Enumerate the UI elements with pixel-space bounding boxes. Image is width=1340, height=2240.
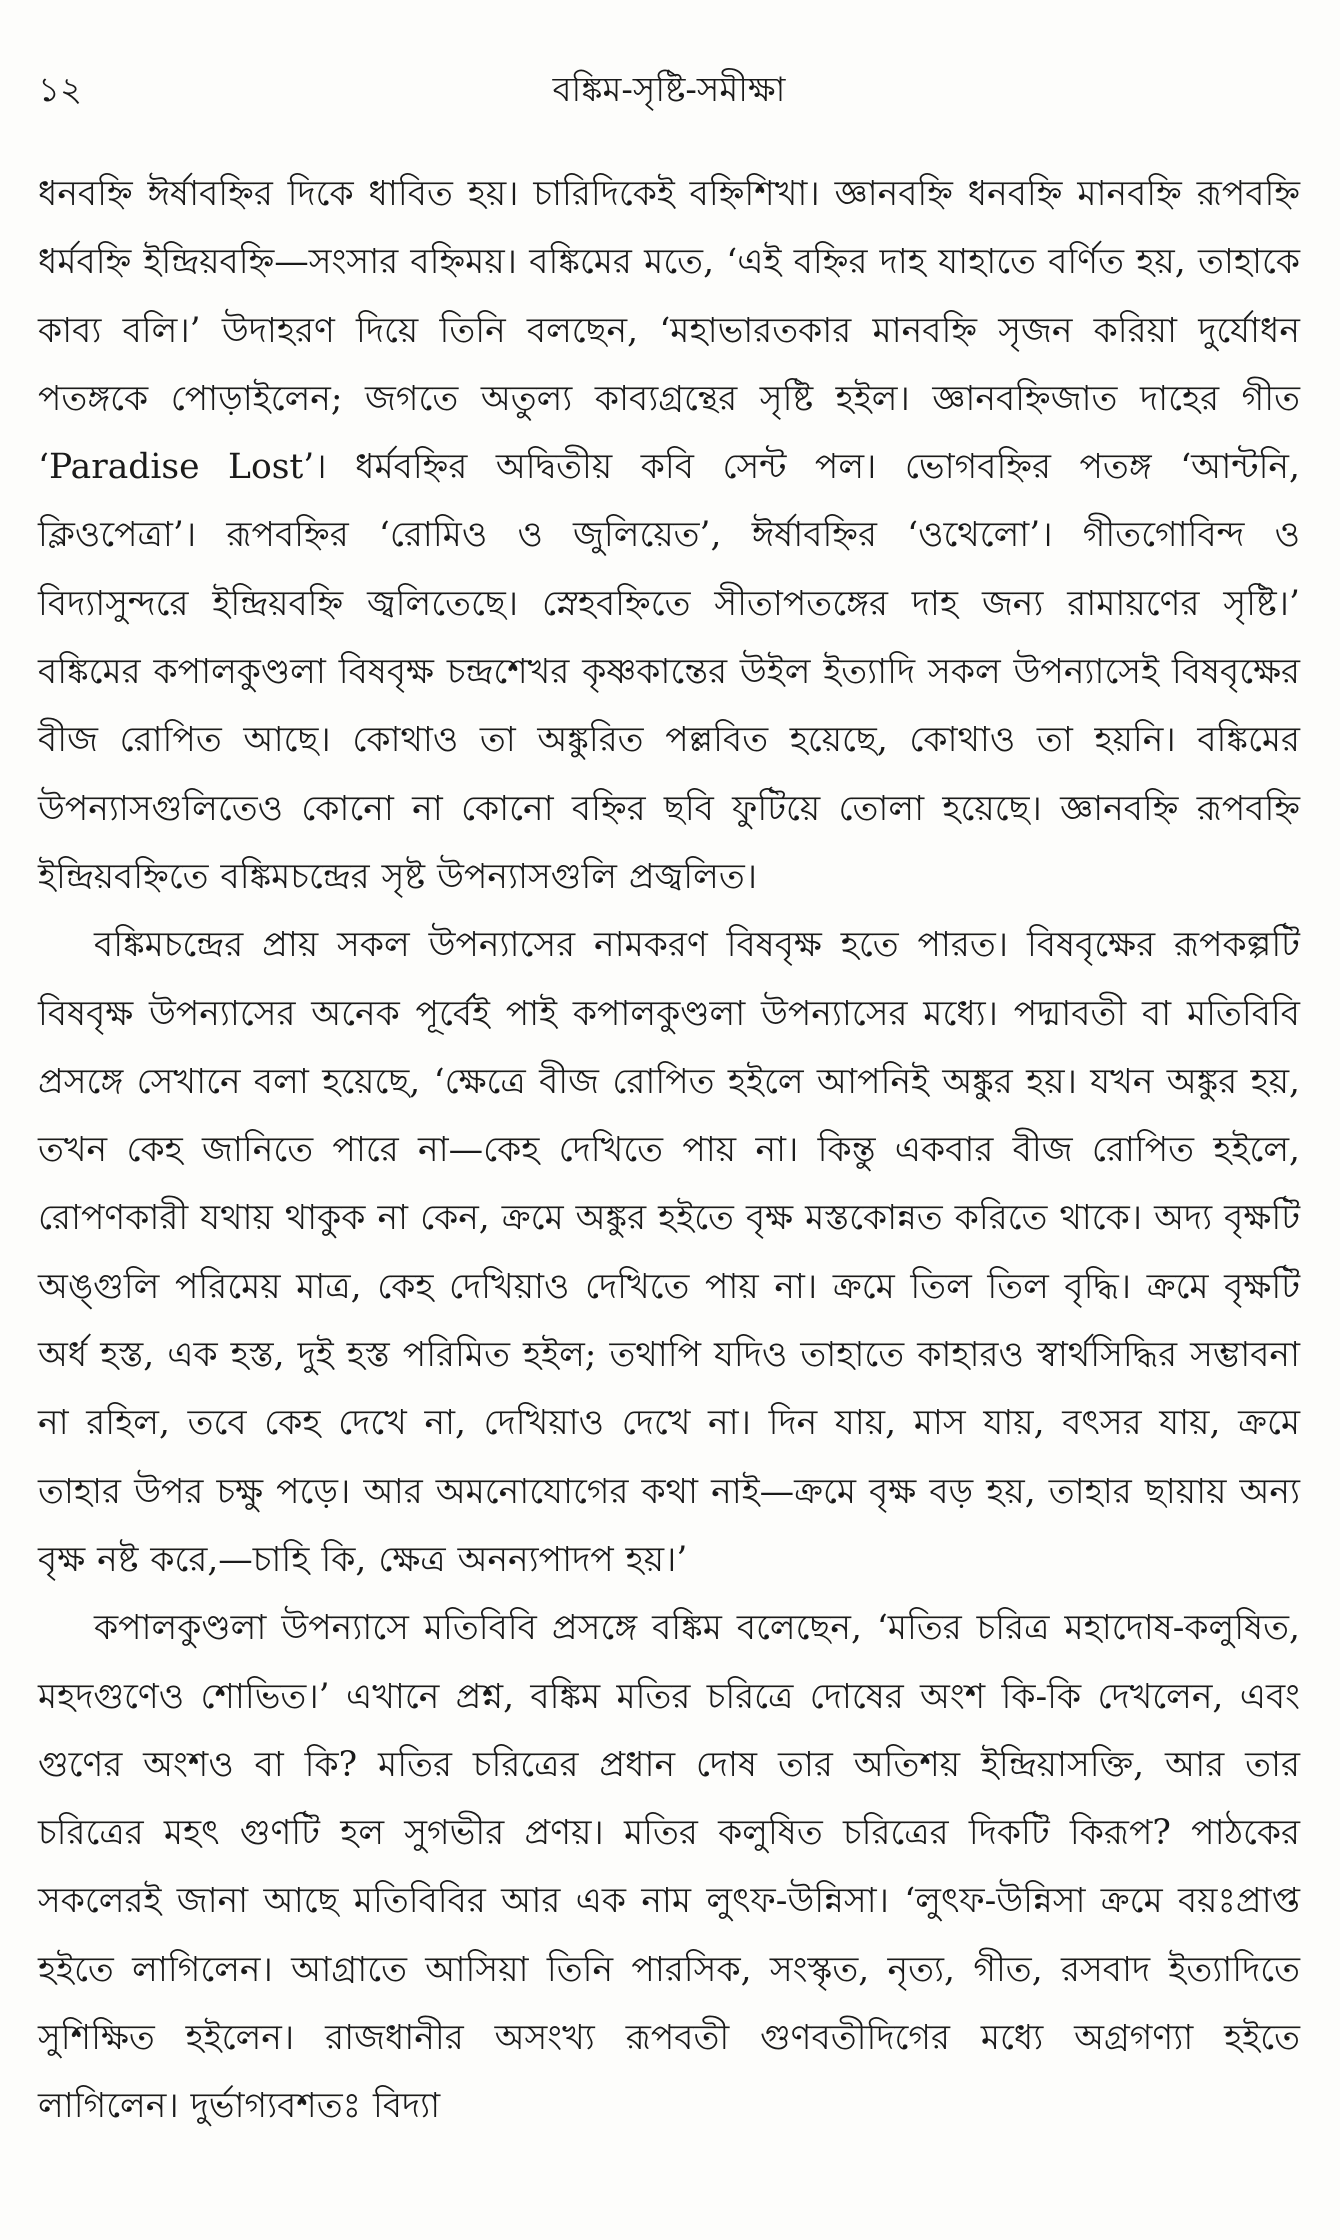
body-text [38,160,1300,2141]
running-title: বঙ্কিম-সৃষ্টি-সমীক্ষা [552,70,786,110]
paragraph: বঙ্কিমচন্দ্রের প্রায় সকল উপন্যাসের নামকরণ বিষবৃক্ষ হতে পারত। বিষবৃক্ষের রূপকল্পটি বিষবৃক্ষ উপন্যাসের অনেক পূর্বেই পাই কপালকুণ্ডলা উপন্যাসের মধ্যে। পদ্মাবতী বা মতিবিবি প্রসঙ্গে সেখানে বলা হয়েছে, ‘ক্ষেত্রে বীজ রোপিত হইলে আপনিই অঙ্কুর হয়। যখন অঙ্কুর হয়, তখন কেহ জানিতে পারে না—কেহ দেখিতে পায় না। কিন্তু একবার বীজ রোপিত হইলে, রোপণকারী যথায় থাকুক না কেন, ক্রমে অঙ্কুর হইতে বৃক্ষ মস্তকোন্নত করিতে থাকে। অদ্য বৃক্ষটি অঙ্গুলি পরিমেয় মাত্র, কেহ দেখিয়াও দেখিতে পায় না। ক্রমে তিল তিল বৃদ্ধি। ক্রমে বৃক্ষটি অর্ধ হস্ত, এক হস্ত, দুই হস্ত পরিমিত হইল; তথাপি যদিও তাহাতে কাহারও স্বার্থসিদ্ধির সম্ভাবনা না রহিল, তবে কেহ দেখে না, দেখিয়াও দেখে না। দিন যায়, মাস যায়, বৎসর যায়, ক্রমে তাহার উপর চক্ষু পড়ে। আর অমনোযোগের কথা নাই—ক্রমে বৃক্ষ বড় হয়, তাহার ছায়ায় অন্য বৃক্ষ নষ্ট করে,—চাহি কি, ক্ষেত্র অনন্যপাদপ হয়।’ [38,925,1300,1580]
paragraph: কপালকুণ্ডলা উপন্যাসে মতিবিবি প্রসঙ্গে বঙ্কিম বলেছেন, ‘মতির চরিত্র মহাদোষ-কলুষিত, মহদগুণেও শোভিত।’ এখানে প্রশ্ন, বঙ্কিম মতির চরিত্রে দোষের অংশ কি-কি দেখলেন, এবং গুণের অংশও বা কি? মতির চরিত্রের প্রধান দোষ তার অতিশয় ইন্দ্রিয়াসক্তি, আর তার চরিত্রের মহৎ গুণটি হল সুগভীর প্রণয়। মতির কলুষিত চরিত্রের দিকটি কিরূপ? পাঠকের সকলেরই জানা আছে মতিবিবির আর এক নাম লুৎফ-উন্নিসা। ‘লুৎফ-উন্নিসা ক্রমে বয়ঃপ্রাপ্ত হইতে লাগিলেন। আগ্রাতে আসিয়া তিনি পারসিক, সংস্কৃত, নৃত্য, গীত, রসবাদ ইত্যাদিতে সুশিক্ষিত হইলেন। রাজধানীর অসংখ্য রূপবতী গুণবতীদিগের মধ্যে অগ্রগণ্যা হইতে লাগিলেন। দুর্ভাগ্যবশতঃ বিদ্যা [38,1608,1300,2127]
paragraph: ধনবহ্নি ঈর্ষাবহ্নির দিকে ধাবিত হয়। চারিদিকেই বহ্নিশিখা। জ্ঞানবহ্নি ধনবহ্নি মানবহ্নি রূপবহ্নি ধর্মবহ্নি ইন্দ্রিয়বহ্নি—সংসার বহ্নিময়। বঙ্কিমের মতে, ‘এই বহ্নির দাহ যাহাতে বর্ণিত হয়, তাহাকে কাব্য বলি।’ উদাহরণ দিয়ে তিনি বলছেন, ‘মহাভারতকার মানবহ্নি সৃজন করিয়া দুর্যোধন পতঙ্গকে পোড়াইলেন; জগতে অতুল্য কাব্যগ্রন্থের সৃষ্টি হইল। জ্ঞানবহ্নিজাত দাহের গীত ‘Paradise Lost’। ধর্মবহ্নির অদ্বিতীয় কবি সেন্ট পল। ভোগবহ্নির পতঙ্গ ‘আন্টনি, ক্লিওপেত্রা’। রূপবহ্নির ‘রোমিও ও জুলিয়েত’, ঈর্ষাবহ্নির ‘ওথেলো’। গীতগোবিন্দ ও বিদ্যাসুন্দরে ইন্দ্রিয়বহ্নি জ্বলিতেছে। স্নেহবহ্নিতে সীতাপতঙ্গের দাহ জন্য রামায়ণের সৃষ্টি।’ বঙ্কিমের কপালকুণ্ডলা বিষবৃক্ষ চন্দ্রশেখর কৃষ্ণকান্তের উইল ইত্যাদি সকল উপন্যাসেই বিষবৃক্ষের বীজ রোপিত আছে। কোথাও তা অঙ্কুরিত পল্লবিত হয়েছে, কোথাও তা হয়নি। বঙ্কিমের উপন্যাসগুলিতেও কোনো না কোনো বহ্নির ছবি ফুটিয়ে তোলা হয়েছে। জ্ঞানবহ্নি রূপবহ্নি ইন্দ্রিয়বহ্নিতে বঙ্কিমচন্দ্রের সৃষ্ট উপন্যাসগুলি প্রজ্বলিত। [38,174,1300,897]
page-header [38,60,1300,120]
page-number: ১২ [38,70,83,110]
